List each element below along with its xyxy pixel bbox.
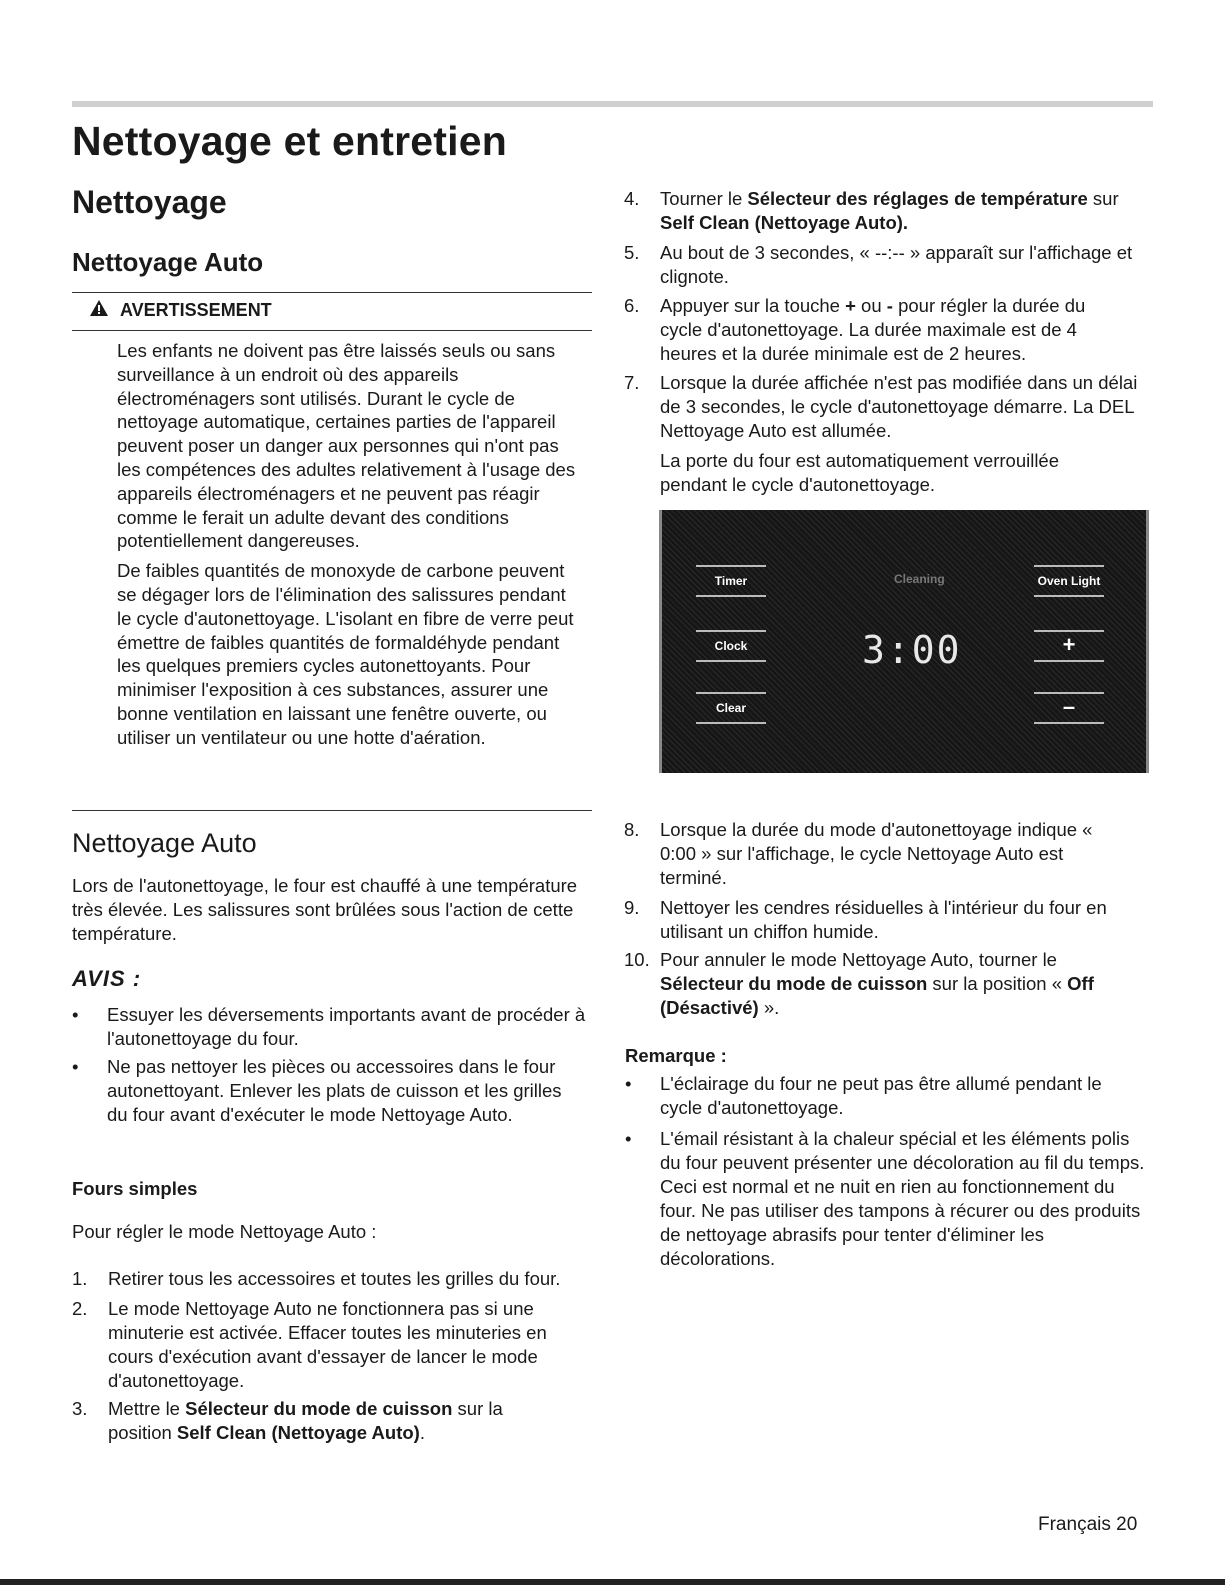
fours-intro: Pour régler le mode Nettoyage Auto : — [72, 1221, 377, 1242]
step-text: sur — [1087, 188, 1119, 209]
step-text: Retirer tous les accessoires et toutes les grilles du four. — [108, 1268, 561, 1289]
section-title: Nettoyage — [72, 184, 227, 220]
bullet-text: L'éclairage du four ne peut pas être allumé pendant le cycle d'autonettoyage. — [660, 1073, 1102, 1118]
warning-rule-mid — [72, 330, 592, 331]
step-10 — [624, 948, 1120, 1020]
step-text: Pour annuler le mode Nettoyage Auto, tourner le — [660, 949, 1057, 970]
step-4 — [624, 187, 1130, 235]
step-number: 1. — [72, 1268, 88, 1289]
warning-paragraph: De faibles quantités de monoxyde de carbone peuvent se dégager lors de l'élimination des salissures pendant le cycle d'autonettoyage. L'isolant en fibre de verre peut émettre de faibles quantités de formaldéhyde pendant les quelques premiers cycles autonettoyants. Pour minimiser l'exposition à ces substances, assurer une bonne ventilation en laissant une fenêtre ouverte, ou utiliser un ventilateur ou une hotte d'aération. — [117, 560, 574, 748]
footer-rule — [0, 1579, 1225, 1585]
plus-button: + — [1034, 630, 1104, 662]
step-6 — [624, 294, 1120, 366]
step-1 — [72, 1267, 593, 1291]
warning-rule-bottom — [72, 810, 592, 811]
step-text: . — [419, 1422, 425, 1443]
warning-heading: AVERTISSEMENT — [120, 300, 272, 320]
step-bold: - — [886, 295, 893, 316]
step-8 — [624, 818, 1130, 890]
warning-paragraph: Les enfants ne doivent pas être laissés seuls ou sans surveillance à un endroit où des appareils électroménagers sont utilisés. Durant le cycle de nettoyage automatique, certaines parties de l'appareil peuvent poser un danger aux personnes qui n'ont pas les compétences des adultes relativement à l'usage des appareils électroménagers et ne peuvent pas réagir comme le ferait un adulte devant des conditions potentiellement dangereuses. — [117, 340, 576, 552]
step-number: 2. — [72, 1298, 88, 1319]
bullet-icon: • — [72, 1056, 79, 1077]
warning-triangle-icon — [90, 300, 108, 321]
bullet-text: Essuyer les déversements importants avant de procéder à l'autonettoyage du four. — [107, 1004, 586, 1049]
oven-light-button: Oven Light — [1034, 565, 1104, 597]
step-number: 9. — [624, 897, 640, 918]
step-number: 10. — [624, 949, 650, 970]
step-bold: Sélecteur des réglages de température — [747, 188, 1088, 209]
step-text: ». — [758, 997, 780, 1018]
step-2 — [72, 1297, 578, 1393]
list-item — [72, 1055, 585, 1127]
list-item — [625, 1072, 1140, 1120]
step-text: Nettoyer les cendres résiduelles à l'intérieur du four en utilisant un chiffon humide. — [660, 897, 1107, 942]
step-number: 4. — [624, 188, 640, 209]
step-note: La porte du four est automatiquement verrouillée pendant le cycle d'autonettoyage. — [660, 450, 1060, 495]
fours-title: Fours simples — [72, 1178, 198, 1199]
step-3 — [72, 1397, 548, 1445]
remarque-title: Remarque : — [625, 1045, 727, 1066]
step-text: Appuyer sur la touche — [660, 295, 846, 316]
bullet-icon: • — [72, 1004, 79, 1025]
bullet-text: Ne pas nettoyer les pièces ou accessoires dans le four autonettoyant. Enlever les plats de cuisson et les grilles du four avant d'exécuter le mode Nettoyage Auto. — [107, 1056, 562, 1125]
step-text: sur la position — [108, 1398, 503, 1443]
step-bold: Self Clean (Nettoyage Auto). — [660, 212, 909, 233]
bullet-text: L'émail résistant à la chaleur spécial et les éléments polis du four peuvent présenter une décoloration au fil du temps. Ceci est normal et ne nuit en rien au fonctionnement du four. Ne pas utiliser des tampons à récurer ou des produits de nettoyage abrasifs pour tenter d'éliminer les décolorations. — [660, 1128, 1145, 1269]
step-text: Mettre le — [108, 1398, 186, 1419]
warning-rule-top — [72, 292, 592, 293]
step-5 — [624, 241, 1145, 289]
warning-header — [90, 300, 272, 321]
step-text: Lorsque la durée du mode d'autonettoyage indique « 0:00 » sur l'affichage, le cycle Nettoyage Auto est terminé. — [660, 819, 1093, 888]
step-text: ou — [855, 295, 887, 316]
time-display: 3:00 — [862, 628, 962, 672]
timer-button: Timer — [696, 565, 766, 597]
step-9 — [624, 896, 1145, 944]
step-number: 8. — [624, 819, 640, 840]
avis-title: AVIS : — [72, 966, 142, 991]
step-number: 3. — [72, 1398, 88, 1419]
step-bold: Self Clean (Nettoyage Auto) — [176, 1422, 420, 1443]
page-title: Nettoyage et entretien — [72, 118, 508, 164]
clock-button: Clock — [696, 630, 766, 662]
step-text: Au bout de 3 secondes, « --:-- » apparaît sur l'affichage et clignote. — [660, 242, 1133, 287]
step-bold: + — [845, 295, 856, 316]
step-text: pour régler la durée du cycle d'autonettoyage. La durée maximale est de 4 heures et la durée minimale est de 2 heures. — [660, 295, 1086, 364]
list-item — [625, 1127, 1145, 1271]
step-number: 5. — [624, 242, 640, 263]
step-7 — [624, 371, 1145, 497]
cleaning-indicator: Cleaning — [894, 572, 945, 586]
bullet-icon: • — [625, 1073, 632, 1094]
step-text: Lorsque la durée affichée n'est pas modifiée dans un délai de 3 secondes, le cycle d'autonettoyage démarre. La DEL Nettoyage Auto est allumée. — [660, 372, 1138, 441]
step-text: Tourner le — [660, 188, 748, 209]
subsection-title: Nettoyage Auto — [72, 247, 264, 277]
clear-button: Clear — [696, 692, 766, 724]
header-rule — [72, 101, 1153, 107]
step-number: 6. — [624, 295, 640, 316]
step-bold: Off (Désactivé) — [660, 973, 1094, 1018]
intro-paragraph: Lors de l'autonettoyage, le four est chauffé à une température très élevée. Les salissures sont brûlées sous l'action de cette température. — [72, 875, 578, 944]
bullet-icon: • — [625, 1128, 632, 1149]
section2-title: Nettoyage Auto — [72, 828, 257, 858]
step-text: sur la position « — [927, 973, 1068, 994]
control-panel-image — [659, 510, 1149, 773]
page-footer: Français 20 — [1038, 1514, 1138, 1535]
step-bold: Sélecteur du mode de cuisson — [185, 1398, 453, 1419]
step-bold: Sélecteur du mode de cuisson — [660, 973, 928, 994]
list-item — [72, 1003, 597, 1051]
step-text: Le mode Nettoyage Auto ne fonctionnera pas si une minuterie est activée. Effacer toutes les minuteries en cours d'exécution avant d'essayer de lancer le mode d'autonettoyage. — [108, 1298, 547, 1391]
warning-body — [117, 339, 577, 750]
minus-button: – — [1034, 692, 1104, 724]
step-number: 7. — [624, 372, 640, 393]
